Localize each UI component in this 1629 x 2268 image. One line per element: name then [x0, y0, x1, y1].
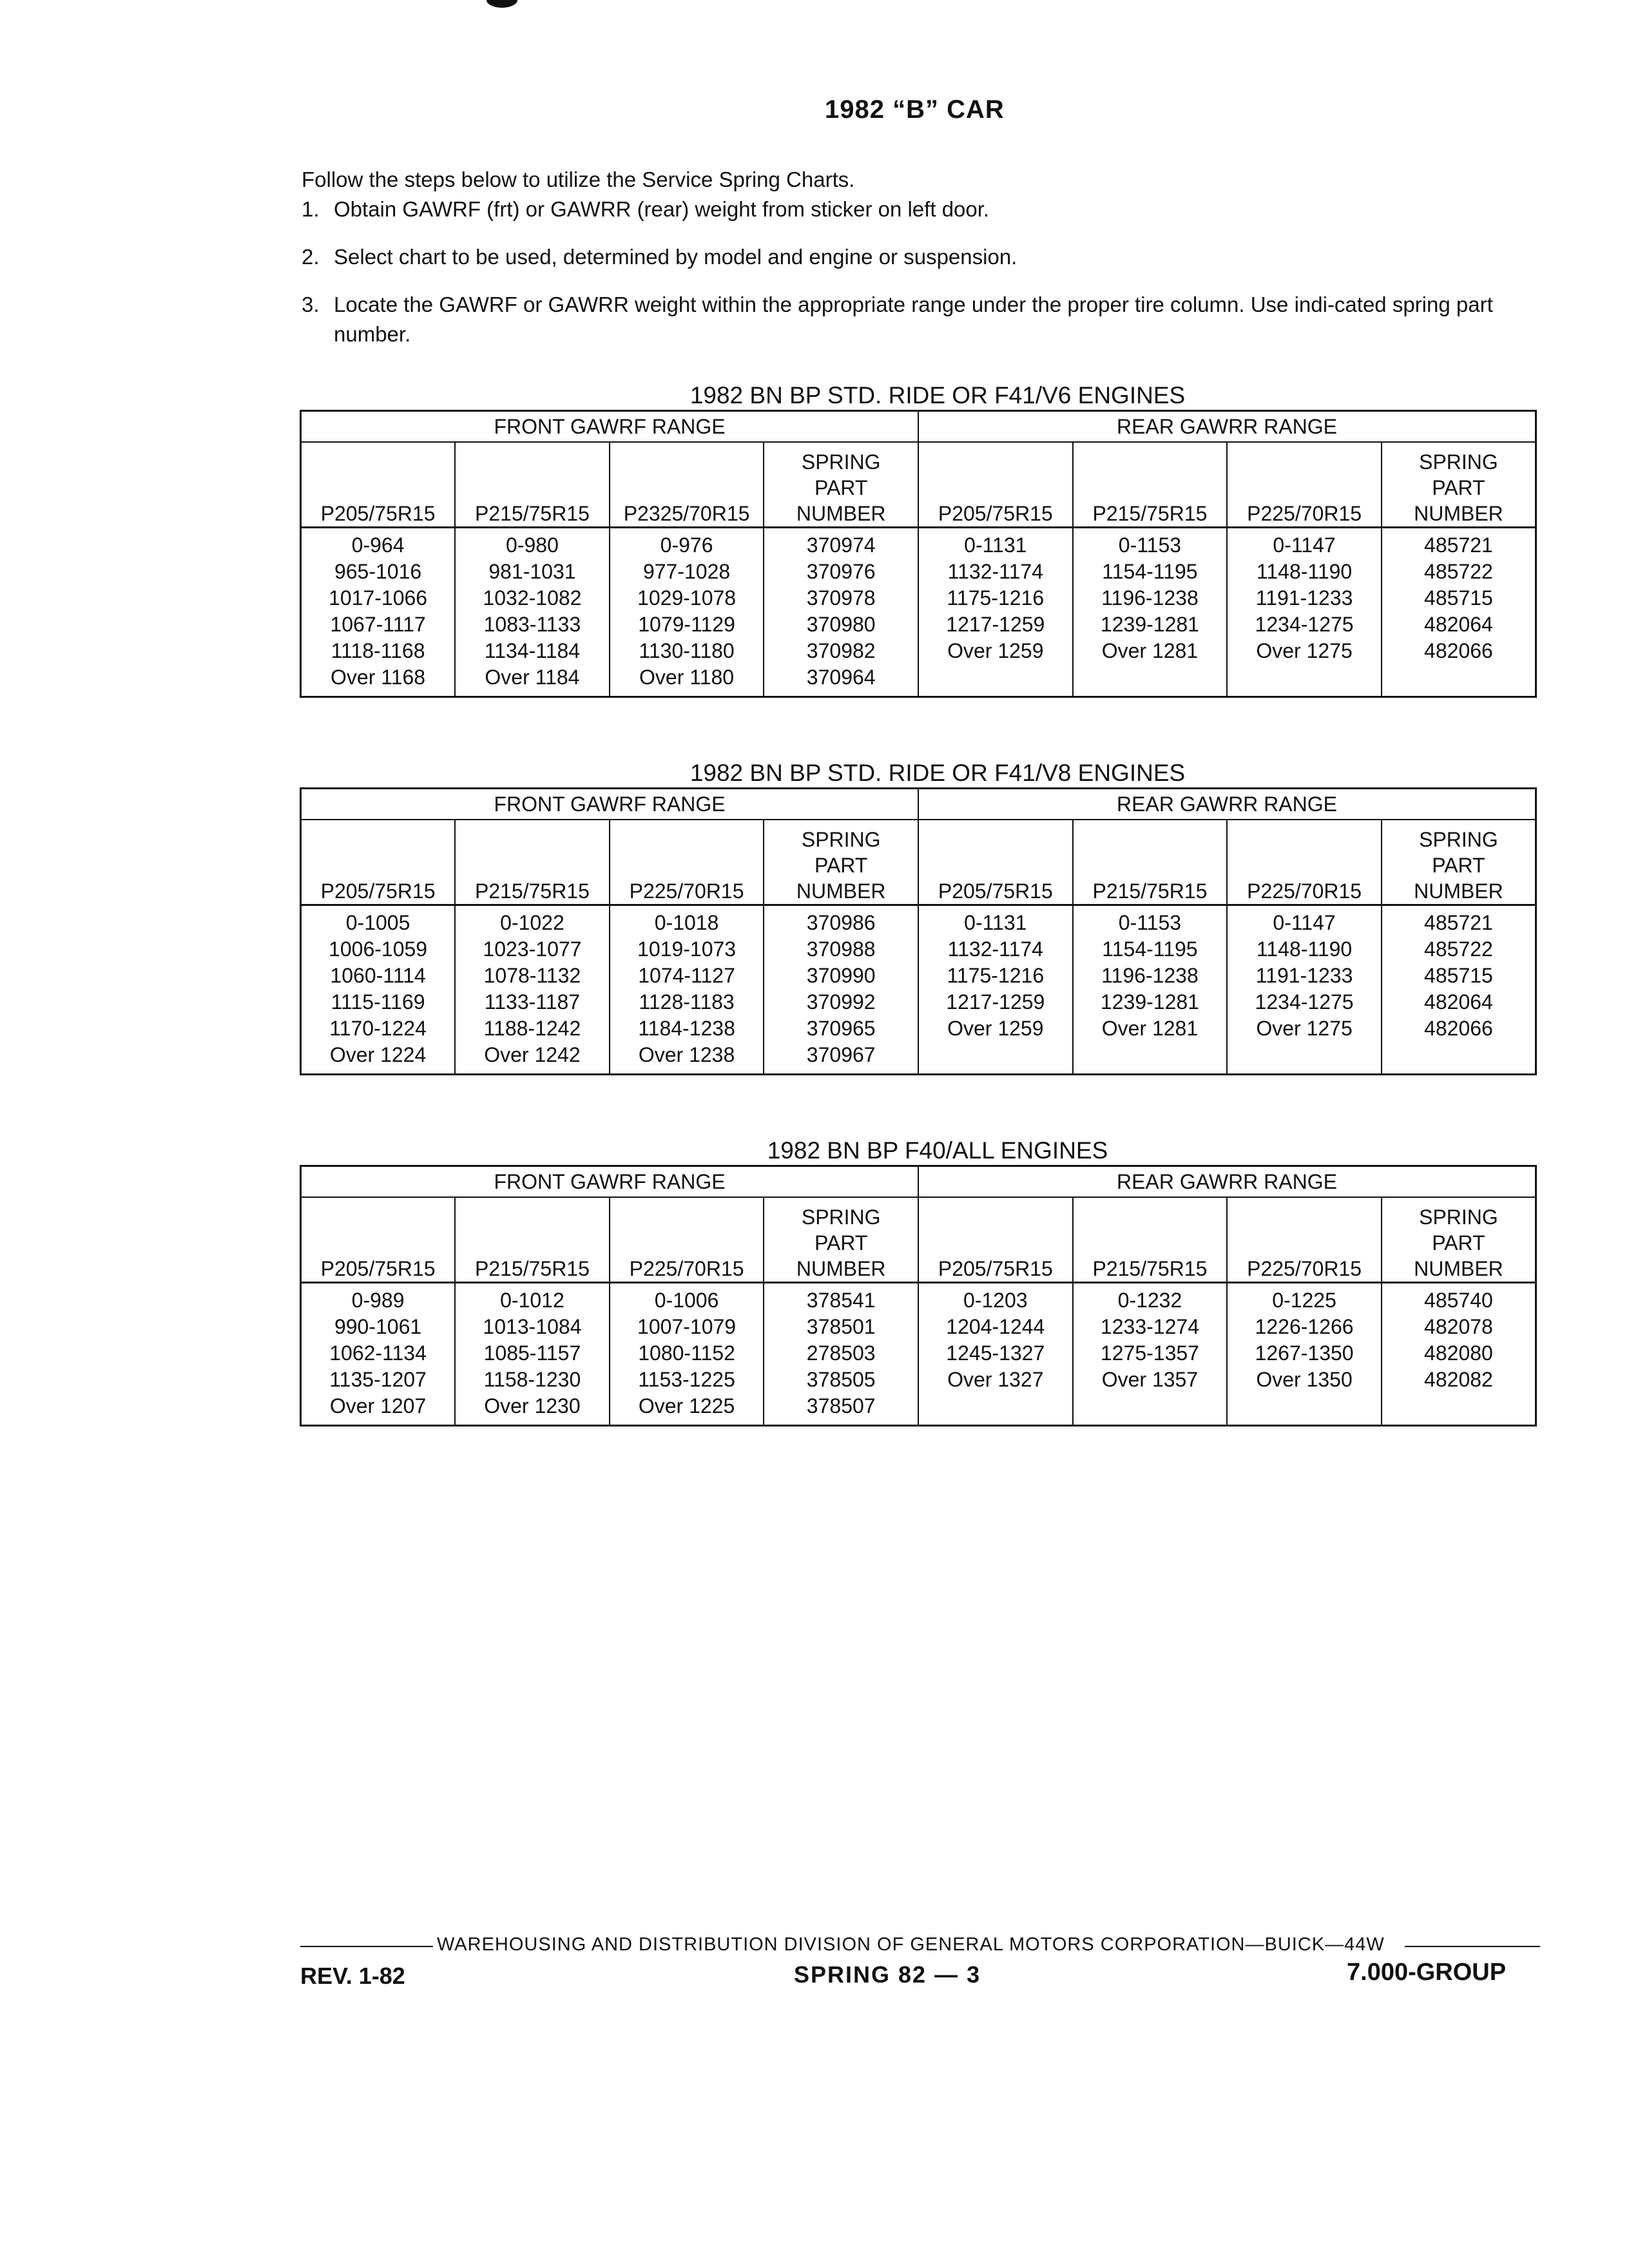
- table-cell: 1153-1225: [638, 1368, 735, 1391]
- table-cell: 1080-1152: [638, 1341, 735, 1365]
- table-column: [918, 1283, 1073, 1426]
- column-header: SPRING PART NUMBER: [764, 820, 918, 905]
- column-header: P205/75R15: [918, 1197, 1073, 1283]
- column-header: P225/70R15: [1227, 820, 1382, 905]
- table-cell: 1135-1207: [329, 1368, 427, 1391]
- table-cell: 370967: [806, 1043, 876, 1066]
- table-cell: 482082: [1424, 1368, 1493, 1391]
- table-cell: 485722: [1424, 560, 1493, 583]
- table-cell: Over 1224: [329, 1043, 427, 1066]
- front-range-header: FRONT GAWRF RANGE: [301, 1166, 919, 1198]
- table-cell: 370976: [806, 560, 876, 583]
- column-header: P205/75R15: [301, 1197, 456, 1283]
- table-cell: 1062-1134: [329, 1341, 427, 1365]
- table-cell: 485715: [1424, 964, 1493, 987]
- table-cell: 981-1031: [488, 560, 576, 583]
- rear-range-header: REAR GAWRR RANGE: [918, 411, 1536, 443]
- footer-rule-left: [300, 1946, 436, 1947]
- table-cell: Over 1207: [329, 1394, 427, 1418]
- table-column: [301, 905, 456, 1075]
- table-cell: 1184-1238: [638, 1017, 735, 1040]
- table-column: [455, 528, 610, 697]
- table-cell: 1275-1357: [1100, 1341, 1199, 1365]
- footer-page-number: SPRING 82 — 3: [794, 1961, 981, 1988]
- table-cell: 1078-1132: [483, 964, 581, 987]
- table-cell: 1083-1133: [483, 613, 581, 636]
- table-cell: 1134-1184: [484, 639, 581, 662]
- table-column: [918, 905, 1073, 1075]
- table-cell: 1217-1259: [946, 613, 1045, 636]
- table-cell: 1079-1129: [638, 613, 735, 636]
- table-cell: 0-980: [506, 533, 559, 557]
- table-cell: Over 1275: [1256, 639, 1353, 662]
- table-cell: 1175-1216: [947, 964, 1045, 987]
- table-cell: 378507: [806, 1394, 876, 1418]
- table-cell: 1196-1238: [1101, 964, 1199, 987]
- footer-rule-right: [1405, 1946, 1540, 1947]
- table-cell: 482078: [1424, 1315, 1493, 1338]
- table-cell: 370988: [806, 937, 876, 961]
- table-cell: 0-1147: [1273, 911, 1336, 934]
- table-cell: 1158-1230: [483, 1368, 581, 1391]
- table-cell: 1133-1187: [484, 990, 581, 1014]
- table-cell: 1245-1327: [946, 1341, 1045, 1365]
- table-cell: 1226-1266: [1255, 1315, 1354, 1338]
- table-cell: 370982: [806, 639, 876, 662]
- table-cell: 0-1018: [654, 911, 719, 934]
- step-3: [302, 290, 1545, 349]
- table-cell: 0-1153: [1118, 533, 1182, 557]
- table-cell: Over 1180: [639, 666, 735, 689]
- table-cell: 378505: [806, 1368, 876, 1391]
- table-column: [455, 905, 610, 1075]
- table-cell: Over 1281: [1101, 1017, 1199, 1040]
- table-cell: 485721: [1424, 533, 1493, 557]
- step-text: Locate the GAWRF or GAWRR weight within the appropriate range under the proper tire column. Use indi-cated spring part number.: [334, 293, 1493, 346]
- table-cell: 378541: [806, 1289, 876, 1312]
- table-cell: Over 1225: [638, 1394, 735, 1418]
- footer-division: WAREHOUSING AND DISTRIBUTION DIVISION OF GENERAL MOTORS CORPORATION—BUICK—44W: [433, 1934, 1389, 1956]
- table-cell: 1175-1216: [947, 586, 1045, 610]
- table-cell: 1130-1180: [639, 639, 735, 662]
- table-cell: Over 1168: [331, 666, 426, 689]
- table-column: [301, 1283, 456, 1426]
- column-header: P215/75R15: [1073, 442, 1228, 528]
- table-cell: Over 1184: [485, 666, 580, 689]
- table-cell: 1170-1224: [329, 1017, 427, 1040]
- step-text: Obtain GAWRF (frt) or GAWRR (rear) weight from sticker on left door.: [334, 197, 990, 221]
- table-cell: Over 1350: [1256, 1368, 1353, 1391]
- table-column: [1382, 528, 1536, 697]
- table-cell: 1191-1233: [1255, 586, 1353, 610]
- table-cell: 1234-1275: [1255, 613, 1354, 636]
- table-cell: 1060-1114: [330, 964, 426, 987]
- table-cell: 0-1153: [1118, 911, 1182, 934]
- table-cell: Over 1230: [484, 1394, 581, 1418]
- table-cell: 977-1028: [642, 560, 731, 583]
- table-cell: Over 1259: [947, 639, 1044, 662]
- front-range-header: FRONT GAWRF RANGE: [301, 411, 919, 443]
- column-header: P215/75R15: [455, 1197, 610, 1283]
- table-cell: 1233-1274: [1100, 1315, 1199, 1338]
- table-cell: 370986: [806, 911, 876, 934]
- table-row: [301, 1283, 1536, 1426]
- table-cell: 1154-1195: [1102, 560, 1198, 583]
- table-cell: 378501: [806, 1315, 876, 1338]
- spring-chart-v6: [300, 381, 1537, 698]
- table-cell: Over 1259: [947, 1017, 1044, 1040]
- table-cell: 1029-1078: [637, 586, 737, 610]
- table-cell: 1007-1079: [637, 1315, 737, 1338]
- table-cell: 370974: [806, 533, 876, 557]
- table-cell: 1118-1168: [331, 639, 425, 662]
- instructions: [302, 165, 1545, 349]
- table-cell: 1239-1281: [1100, 613, 1199, 636]
- table-cell: Over 1281: [1101, 639, 1199, 662]
- table-cell: 990-1061: [334, 1315, 422, 1338]
- column-header: P225/70R15: [1227, 442, 1382, 528]
- table-cell: 485722: [1424, 937, 1493, 961]
- column-header: P205/75R15: [301, 820, 456, 905]
- table-cell: 1196-1238: [1101, 586, 1199, 610]
- table-cell: 0-1006: [654, 1289, 719, 1312]
- column-header: P205/75R15: [918, 820, 1073, 905]
- footer-revision: REV. 1-82: [300, 1963, 405, 1989]
- step-1: [302, 195, 1545, 224]
- table-cell: 485721: [1424, 911, 1493, 934]
- table-cell: 965-1016: [334, 560, 422, 583]
- table-cell: 0-1005: [345, 911, 410, 934]
- table-cell: 1013-1084: [483, 1315, 582, 1338]
- table-cell: 482080: [1424, 1341, 1493, 1365]
- table-column: [610, 1283, 764, 1426]
- table-column: [918, 528, 1073, 697]
- table-cell: 0-1131: [964, 911, 1027, 934]
- table-cell: 0-1012: [500, 1289, 564, 1312]
- column-header: SPRING PART NUMBER: [1382, 442, 1536, 528]
- table-cell: 370992: [806, 990, 876, 1014]
- table-column: [1382, 905, 1536, 1075]
- table-cell: Over 1242: [484, 1043, 581, 1066]
- step-number: 3.: [302, 293, 320, 316]
- column-header: SPRING PART NUMBER: [764, 1197, 918, 1283]
- column-header: P225/70R15: [610, 1197, 764, 1283]
- table-cell: 1128-1183: [639, 990, 735, 1014]
- table-cell: 0-1147: [1273, 533, 1336, 557]
- spring-table: [300, 787, 1537, 1075]
- table-cell: 1204-1244: [946, 1315, 1045, 1338]
- table-column: [1073, 528, 1228, 697]
- table-cell: 1234-1275: [1255, 990, 1354, 1014]
- table-cell: 1017-1066: [329, 586, 428, 610]
- column-header: P215/75R15: [1073, 1197, 1228, 1283]
- table-cell: 0-1131: [964, 533, 1027, 557]
- table-cell: 1267-1350: [1255, 1341, 1354, 1365]
- table-cell: 1132-1174: [947, 937, 1043, 961]
- front-range-header: FRONT GAWRF RANGE: [301, 789, 919, 820]
- table-column: [764, 905, 918, 1075]
- table-cell: 1239-1281: [1100, 990, 1199, 1014]
- table-row: [301, 528, 1536, 697]
- table-cell: 0-989: [351, 1289, 405, 1312]
- table-cell: 485740: [1424, 1289, 1493, 1312]
- table-cell: 370978: [806, 586, 876, 610]
- table-cell: Over 1357: [1101, 1368, 1199, 1391]
- column-header: P215/75R15: [1073, 820, 1228, 905]
- page-title: 1982 “B” CAR: [825, 95, 1005, 124]
- column-header: SPRING PART NUMBER: [1382, 820, 1536, 905]
- rear-range-header: REAR GAWRR RANGE: [918, 1166, 1536, 1198]
- table-cell: 1006-1059: [329, 937, 428, 961]
- table-cell: 1148-1190: [1256, 937, 1353, 961]
- table-cell: 370990: [806, 964, 876, 987]
- column-header: P225/70R15: [1227, 1197, 1382, 1283]
- table-cell: 1154-1195: [1102, 937, 1198, 961]
- chart-title: 1982 BN BP STD. RIDE OR F41/V6 ENGINES: [689, 382, 1186, 408]
- chart-title: 1982 BN BP STD. RIDE OR F41/V8 ENGINES: [689, 760, 1186, 786]
- table-cell: 1032-1082: [483, 586, 582, 610]
- table-cell: Over 1327: [947, 1368, 1044, 1391]
- spring-table: [300, 1165, 1537, 1427]
- table-cell: 0-964: [351, 533, 405, 557]
- column-header: P215/75R15: [455, 442, 610, 528]
- table-row: [301, 905, 1536, 1075]
- table-cell: 1115-1169: [331, 990, 425, 1014]
- table-cell: 1191-1233: [1255, 964, 1353, 987]
- table-cell: 482064: [1424, 990, 1493, 1014]
- table-cell: 1023-1077: [483, 937, 582, 961]
- column-header: P205/75R15: [918, 442, 1073, 528]
- rear-range-header: REAR GAWRR RANGE: [918, 789, 1536, 820]
- intro-text: Follow the steps below to utilize the Service Spring Charts.: [302, 168, 855, 191]
- table-cell: 0-976: [660, 533, 713, 557]
- table-column: [764, 1283, 918, 1426]
- table-column: [610, 528, 764, 697]
- column-header: P2325/70R15: [610, 442, 764, 528]
- table-cell: 0-1232: [1117, 1289, 1182, 1312]
- chart-title: 1982 BN BP F40/ALL ENGINES: [767, 1137, 1108, 1164]
- column-header: P225/70R15: [610, 820, 764, 905]
- table-cell: 485715: [1424, 586, 1493, 610]
- table-cell: 482066: [1424, 639, 1493, 662]
- table-column: [1073, 905, 1228, 1075]
- table-cell: 0-1203: [963, 1289, 1028, 1312]
- table-cell: 1148-1190: [1256, 560, 1353, 583]
- table-cell: 370980: [806, 613, 876, 636]
- table-column: [610, 905, 764, 1075]
- step-text: Select chart to be used, determined by model and engine or suspension.: [334, 245, 1017, 269]
- table-column: [1227, 528, 1382, 697]
- table-cell: 482064: [1424, 613, 1493, 636]
- scan-mark: [487, 0, 517, 8]
- table-cell: 370965: [806, 1017, 876, 1040]
- table-cell: 0-1225: [1272, 1289, 1336, 1312]
- table-cell: Over 1275: [1256, 1017, 1353, 1040]
- step-number: 2.: [302, 245, 320, 269]
- step-2: [302, 242, 1545, 272]
- table-cell: 1188-1242: [483, 1017, 581, 1040]
- table-cell: Over 1238: [638, 1043, 735, 1066]
- table-column: [1227, 1283, 1382, 1426]
- table-column: [455, 1283, 610, 1426]
- table-column: [301, 528, 456, 697]
- table-cell: 1067-1117: [330, 613, 426, 636]
- table-cell: 1217-1259: [946, 990, 1045, 1014]
- table-cell: 278503: [806, 1341, 876, 1365]
- table-column: [1073, 1283, 1228, 1426]
- table-cell: 1019-1073: [637, 937, 737, 961]
- spring-chart-v8: [300, 759, 1537, 1075]
- table-column: [764, 528, 918, 697]
- table-cell: 370964: [806, 666, 876, 689]
- table-column: [1227, 905, 1382, 1075]
- spring-chart-f40: [300, 1137, 1537, 1427]
- column-header: SPRING PART NUMBER: [1382, 1197, 1536, 1283]
- column-header: SPRING PART NUMBER: [764, 442, 918, 528]
- table-column: [1382, 1283, 1536, 1426]
- table-cell: 1074-1127: [638, 964, 735, 987]
- table-cell: 1085-1157: [483, 1341, 581, 1365]
- footer-group: 7.000-GROUP: [1347, 1959, 1507, 1986]
- step-number: 1.: [302, 197, 320, 221]
- table-cell: 0-1022: [500, 911, 564, 934]
- spring-table: [300, 410, 1537, 698]
- column-header: P215/75R15: [455, 820, 610, 905]
- column-header: P205/75R15: [301, 442, 456, 528]
- table-cell: 1132-1174: [947, 560, 1043, 583]
- table-cell: 482066: [1424, 1017, 1493, 1040]
